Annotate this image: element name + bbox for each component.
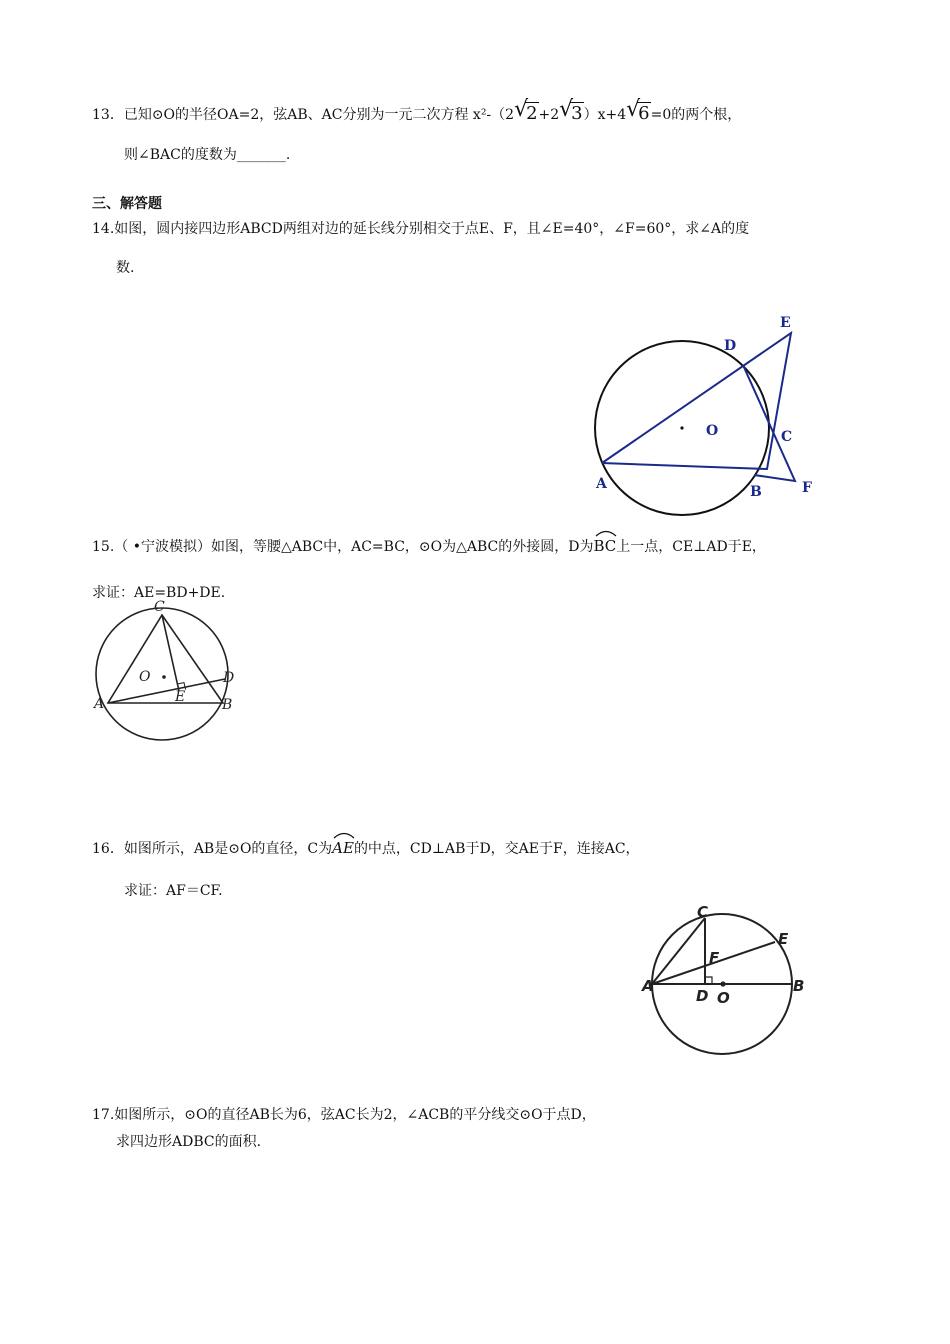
arc-icon [332, 829, 356, 839]
center-point [162, 675, 166, 679]
q13-suffix: =0的两个根， [650, 107, 742, 123]
q16-figure [640, 900, 815, 1060]
q16-suffix: 的中点，CD⊥AB于D，交AE于F，连接AC， [353, 841, 640, 857]
q14-line2: 数. [116, 260, 135, 276]
line-a-e-b [602, 333, 791, 469]
q13-mid1: +2 [538, 107, 560, 123]
q14-figure [580, 305, 820, 515]
label-e: E [175, 689, 186, 705]
sqrt-icon: √ 6 [626, 97, 650, 124]
label-o: O [139, 669, 151, 685]
q17-line1: 17.如图所示，⊙O的直径AB长为6，弦AC长为2，∠ACB的平分线交⊙O于点D， [92, 1107, 596, 1123]
circle-o [96, 608, 228, 740]
q13-mid2: ）x+4 [583, 107, 627, 123]
label-c: C [781, 429, 793, 445]
q16-prefix: 16．如图所示，AB是⊙O的直径，C为 [92, 841, 333, 857]
q15-suffix: 上一点，CE⊥AD于E， [616, 539, 766, 555]
q13-line2: 则∠BAC的度数为_______. [124, 147, 291, 163]
label-f: F [802, 480, 812, 496]
q13-line1 [92, 97, 742, 125]
label-e: E [778, 930, 789, 948]
section-heading: 三、解答题 [92, 196, 162, 212]
center-point [680, 426, 683, 429]
line-d-f-b [743, 365, 795, 481]
q14-line1: 14.如图，圆内接四边形ABCD两组对边的延长线分别相交于点E、F，且∠E=40°，∠F=60°，求∠A的度 [92, 221, 750, 237]
label-d: D [696, 987, 709, 1005]
q17-line2: 求四边形ADBC的面积. [116, 1134, 262, 1150]
q13-prefix: 13．已知⊙O的半径OA=2，弦AB、AC分别为一元二次方程 x²-（2 [92, 107, 515, 123]
label-o: O [706, 423, 719, 439]
sqrt-icon: √ 2 [514, 97, 538, 124]
label-b: B [793, 977, 805, 995]
label-a: A [596, 476, 607, 492]
label-a: A [94, 696, 105, 712]
label-o: O [717, 989, 730, 1007]
label-b: B [222, 697, 233, 713]
label-d: D [223, 670, 235, 686]
arc-icon [594, 527, 618, 537]
label-c: C [154, 599, 165, 615]
label-f: F [709, 949, 720, 967]
label-d: D [724, 338, 737, 354]
arc-bc: BC [594, 536, 617, 556]
q15-figure [86, 595, 246, 745]
center-point [720, 981, 725, 986]
arc-ae: AE [332, 838, 354, 858]
sqrt-icon: √ 3 [559, 97, 583, 124]
q15-line2: 求证：AE=BD+DE. [92, 585, 226, 601]
q15-prefix: 15.（ •宁波模拟）如图，等腰△ABC中，AC=BC，⊙O为△ABC的外接圆，D为 [92, 539, 594, 555]
label-e: E [780, 315, 791, 331]
right-angle-icon [705, 977, 712, 984]
q16-line2: 求证：AF＝CF. [124, 883, 223, 899]
label-c: C [697, 903, 709, 921]
label-b: B [750, 484, 762, 500]
q15-line1 [92, 536, 766, 557]
label-a: A [642, 977, 654, 995]
q16-line1 [92, 838, 640, 859]
line-ad [108, 679, 225, 703]
